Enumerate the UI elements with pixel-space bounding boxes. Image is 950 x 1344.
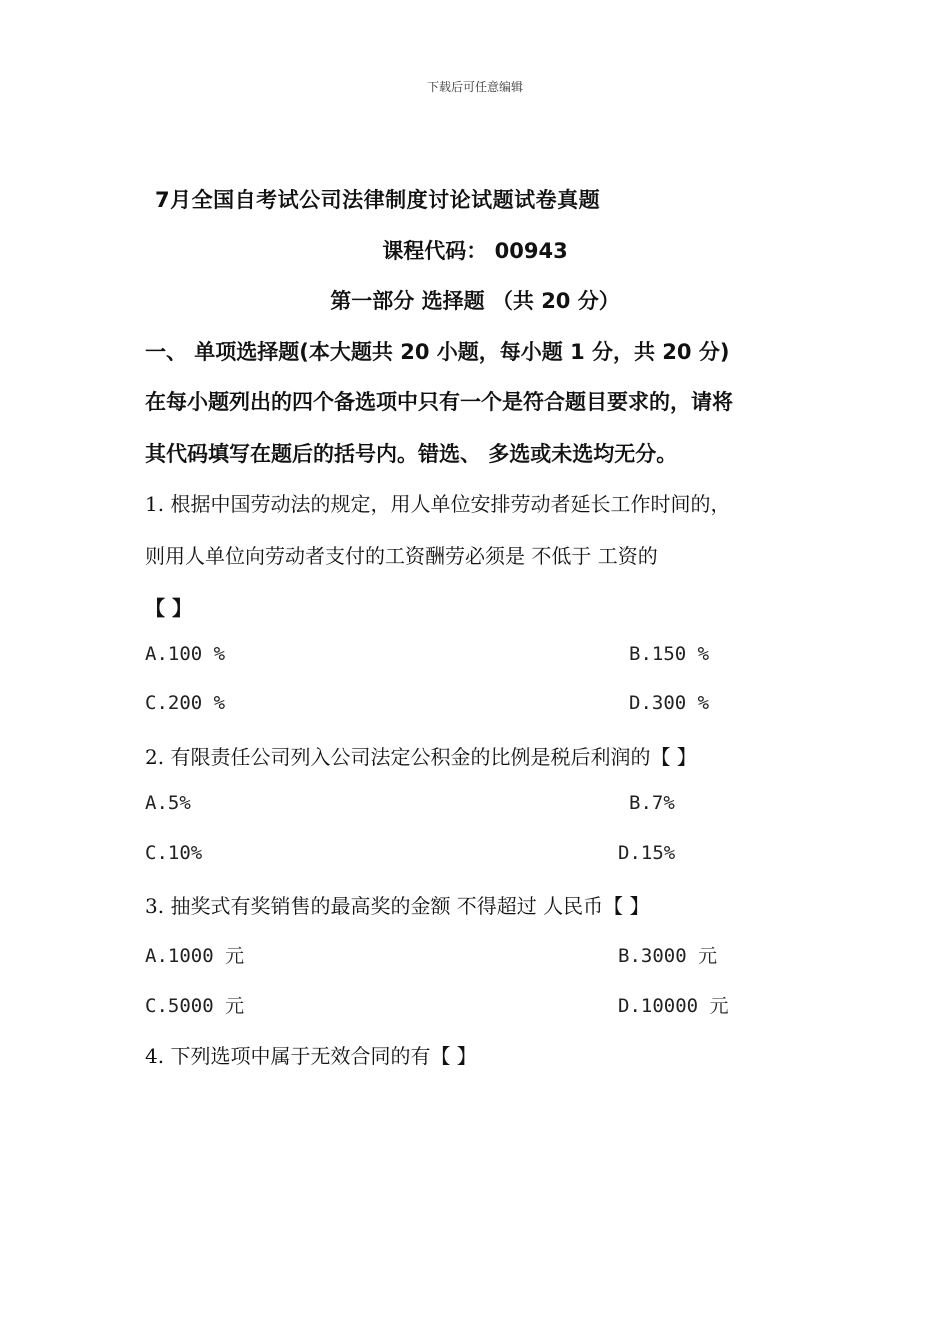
question-2-option-c: C.10%: [145, 842, 203, 864]
question-3-option-d: D.10000 元: [618, 995, 729, 1017]
question-1-option-b: B.150 %: [629, 643, 710, 665]
question-2-option-a: A.5%: [145, 792, 191, 814]
question-3-option-b: B.3000 元: [618, 945, 718, 967]
question-1-line1: 1. 根据中国劳动法的规定，用人单位安排劳动者延长工作时间的，: [145, 492, 731, 516]
section-instruction-line2: 其代码填写在题后的括号内。错选、 多选或未选均无分。: [145, 442, 678, 466]
question-1-option-c: C.200 %: [145, 692, 226, 714]
question-3-option-a: A.1000 元: [145, 945, 245, 967]
question-2-option-d: D.15%: [618, 842, 676, 864]
question-4-line1: 4. 下列选项中属于无效合同的有【 】: [145, 1044, 477, 1068]
course-code: 课程代码： 00943: [382, 239, 568, 263]
page-header-note: 下载后可任意编辑: [426, 80, 523, 94]
question-3-line1: 3. 抽奖式有奖销售的最高奖的金额 不得超过 人民币【 】: [145, 894, 650, 918]
question-3-option-c: C.5000 元: [145, 995, 245, 1017]
section-instruction-line1: 在每小题列出的四个备选项中只有一个是符合题目要求的，请将: [145, 390, 733, 414]
question-1-answer-bracket: 【 】: [145, 596, 192, 620]
section-heading: 一、 单项选择题(本大题共 20 小题，每小题 1 分，共 20 分): [145, 340, 730, 364]
question-1-option-d: D.300 %: [629, 692, 710, 714]
question-2-line1: 2. 有限责任公司列入公司法定公积金的比例是税后利润的【 】: [145, 745, 697, 769]
question-1-option-a: A.100 %: [145, 643, 226, 665]
question-1-line2: 则用人单位向劳动者支付的工资酬劳必须是 不低于 工资的: [145, 544, 658, 568]
exam-title: 7月全国自考试公司法律制度讨论试题试卷真题: [155, 188, 601, 212]
part-title: 第一部分 选择题 （共 20 分）: [330, 289, 620, 313]
question-2-option-b: B.7%: [629, 792, 675, 814]
